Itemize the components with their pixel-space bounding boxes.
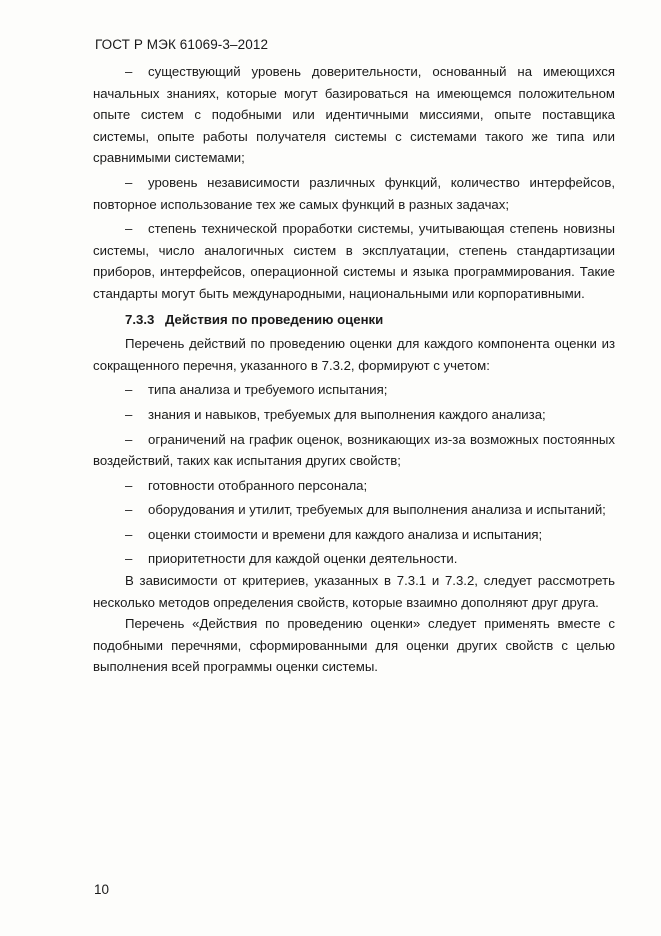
list-item-text: степень технической проработки системы, учитывающая степень новизны системы, число аналогичных систем в эксплуатации, степень стандартизации приборов, интерфейсов, операционной системы и языка программирования. Такие стандарты могут быть международными, национальными или корпоративными. (93, 221, 615, 301)
list-dash: – (125, 551, 133, 567)
list-item-text: существующий уровень доверительности, основанный на имеющихся начальных знаниях, которые могут базироваться на имеющемся положительном опыте систем с подобными или идентичными миссиями, опыте поставщика системы, опыте работы получателя системы с системами такого же типа или сравнимыми системами; (93, 64, 615, 166)
list-item-text: ограничений на график оценок, возникающих из-за возможных постоянных воздействий, таких как испытания других свойств; (93, 431, 615, 469)
list-dash: – (125, 406, 133, 422)
list-dash: – (125, 431, 133, 447)
body-paragraph: Перечень «Действия по проведению оценки» следует применять вместе с подобными перечнями, сформированными для оценки других свойств с целью выполнения всей программы оценки системы. (93, 616, 615, 675)
list-item-text: знания и навыков, требуемых для выполнения каждого анализа; (148, 406, 546, 422)
list-item-text: оценки стоимости и времени для каждого анализа и испытания; (148, 526, 543, 542)
list-dash: – (125, 174, 133, 190)
list-item (93, 218, 615, 304)
list-dash: – (125, 502, 133, 518)
list-item (93, 379, 615, 401)
list-dash: – (125, 526, 133, 542)
list-item (93, 404, 615, 426)
intro-paragraph: Перечень действий по проведению оценки для каждого компонента оценки из сокращенного перечня, указанного в 7.3.2, формируют с учетом: (93, 336, 615, 373)
page-number: 10 (94, 882, 110, 897)
list-dash: – (125, 64, 133, 79)
list-item (93, 475, 615, 497)
section-heading (93, 309, 615, 331)
section-number: 7.3.3 (125, 311, 155, 327)
document-header: ГОСТ Р МЭК 61069-3–2012 (95, 37, 269, 52)
list-item (93, 429, 615, 472)
list-item-text: готовности отобранного персонала; (148, 477, 368, 493)
list-dash: – (125, 477, 133, 493)
list-item (93, 499, 615, 521)
list-dash: – (125, 221, 133, 237)
list-dash: – (125, 382, 133, 398)
body-paragraph: В зависимости от критериев, указанных в 7.3.1 и 7.3.2, следует рассмотреть несколько методов определения свойств, которые взаимно дополняют друг друга. (93, 573, 615, 610)
section-title: Действия по проведению оценки (165, 311, 384, 327)
page-body (93, 61, 615, 678)
list-item-text: оборудования и утилит, требуемых для выполнения анализа и испытаний; (148, 502, 606, 518)
list-item-text: типа анализа и требуемого испытания; (148, 382, 388, 398)
list-item (93, 172, 615, 215)
list-item-text: уровень независимости различных функций, количество интерфейсов, повторное использование тех же самых функций в разных задачах; (93, 174, 615, 212)
list-item (93, 548, 615, 570)
list-item (93, 61, 615, 169)
list-item-text: приоритетности для каждой оценки деятельности. (148, 551, 458, 567)
list-item (93, 524, 615, 546)
